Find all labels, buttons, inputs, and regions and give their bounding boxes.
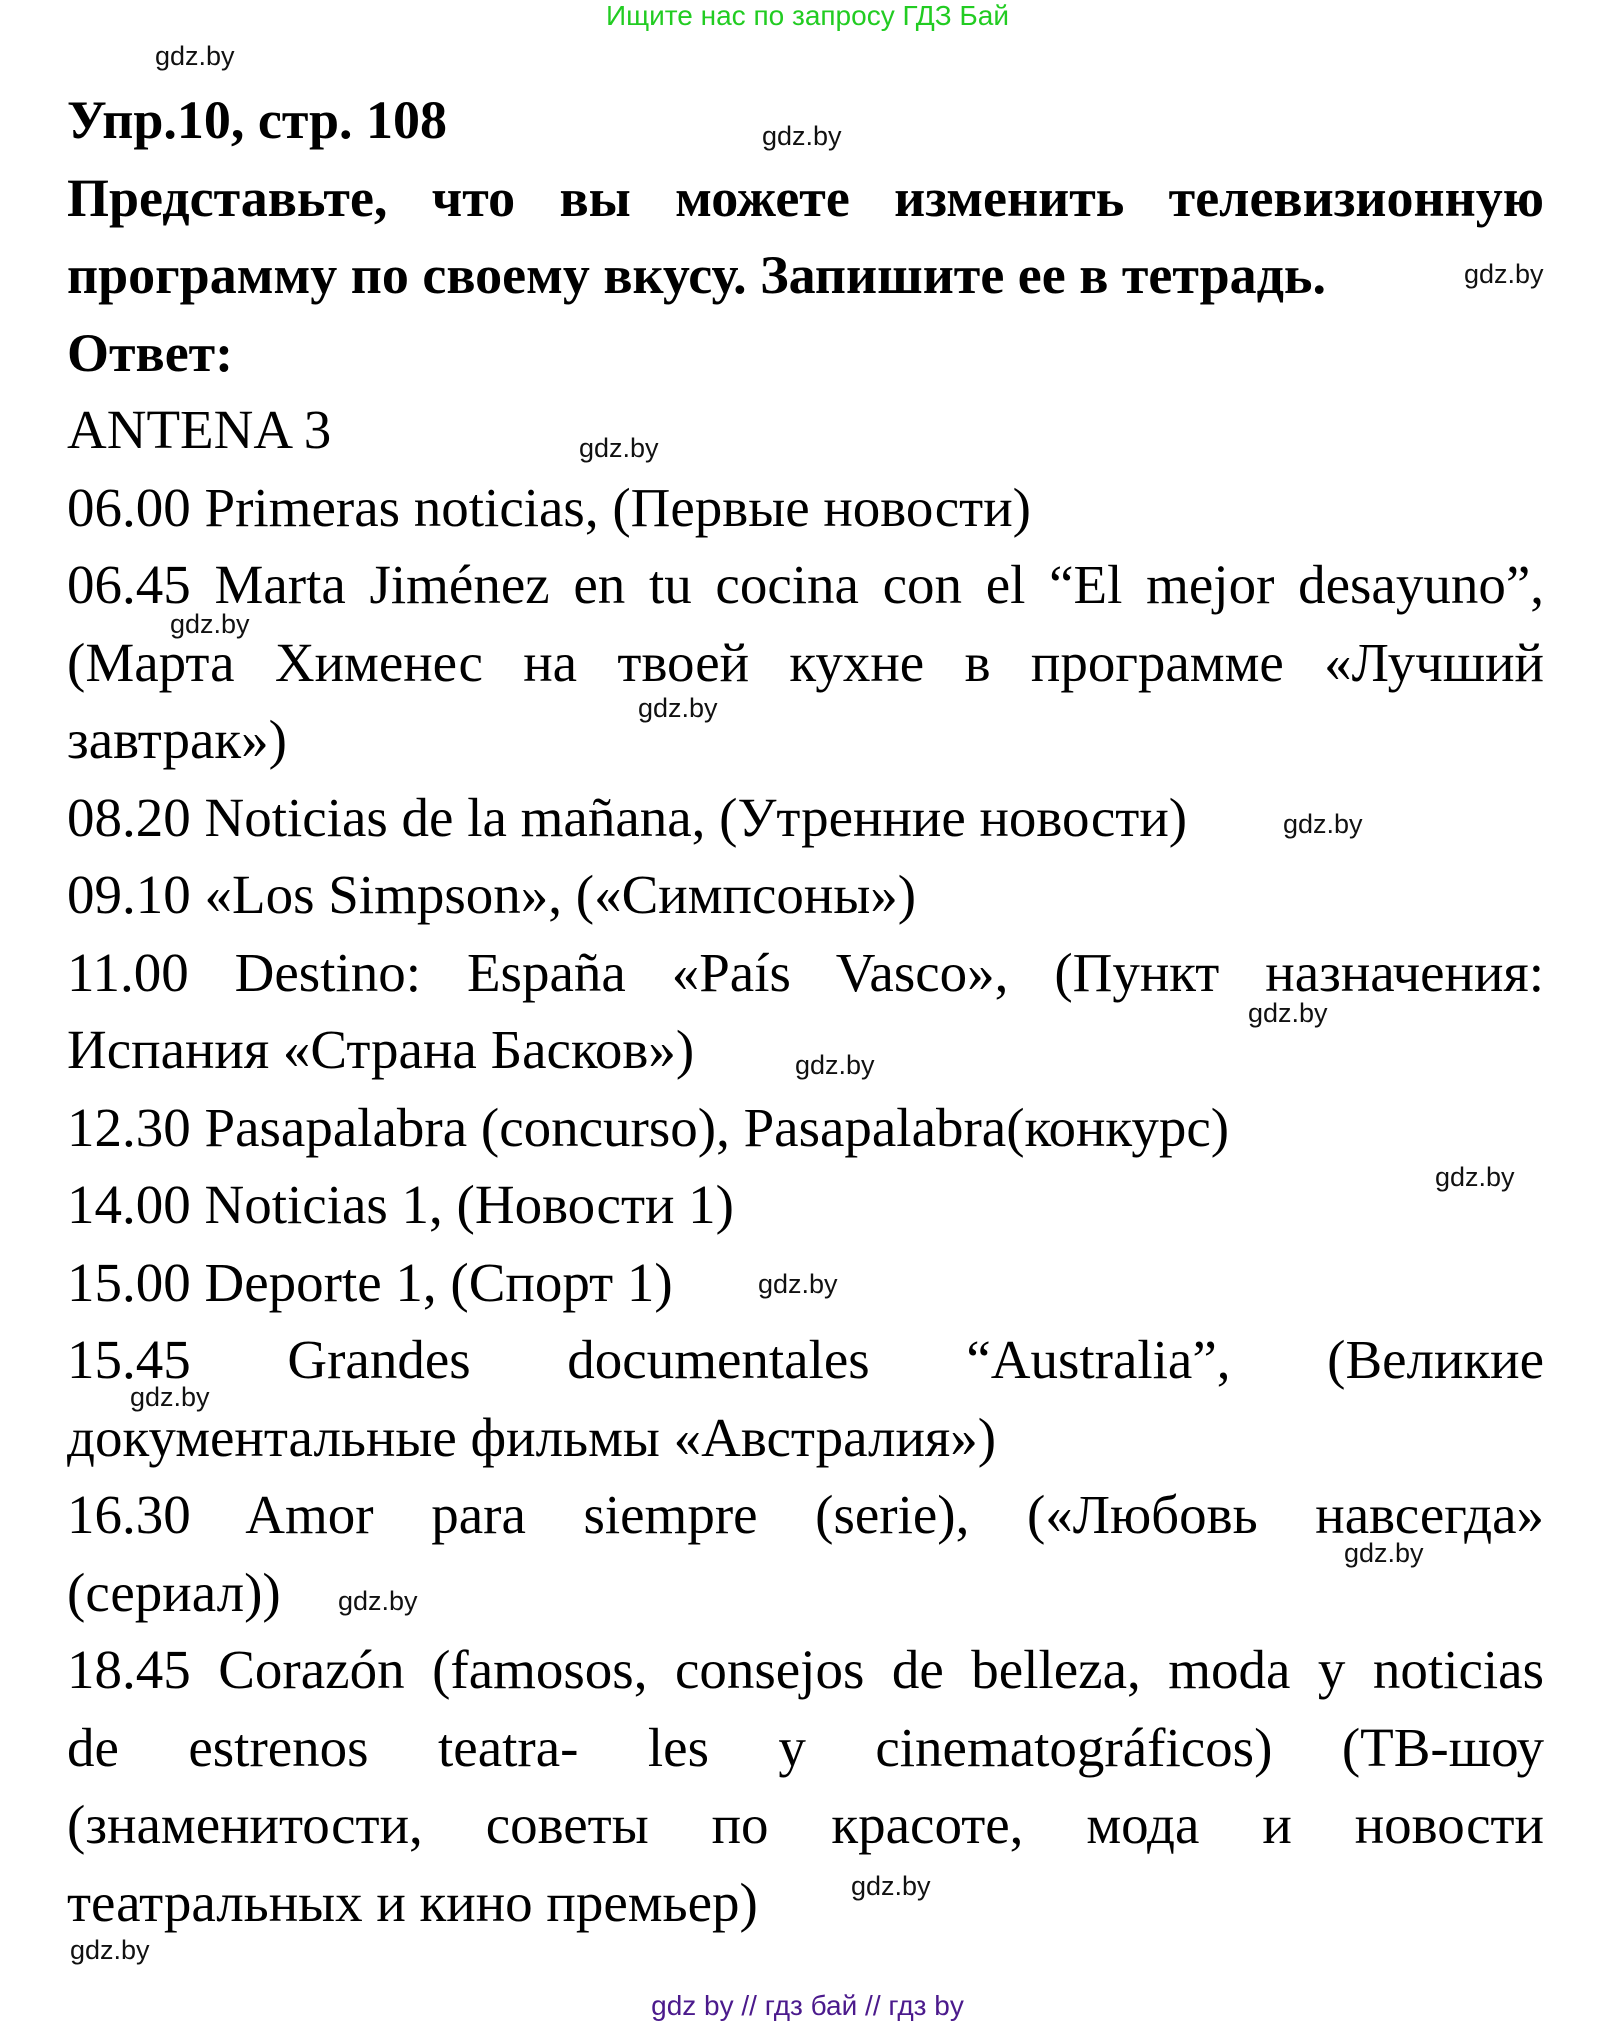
footer-links: gdz by // гдз бай // гдз by — [651, 1990, 964, 2021]
watermark: gdz.by — [1248, 998, 1328, 1028]
watermark: gdz.by — [338, 1586, 418, 1616]
schedule-line: 12.30 Pasapalabra (concurso), Pasapalabra(конкурс) — [67, 1097, 1230, 1158]
watermark: gdz.by — [1464, 259, 1544, 289]
schedule-line: 06.45 Marta Jiménez en tu cocina con el “El mejor desayuno”, — [67, 554, 1544, 615]
schedule-line: 15.45 Grandes documentales “Australia”, (Великие — [67, 1329, 1544, 1390]
schedule-line: (Марта Хименес на твоей кухне в программе «Лучший — [67, 632, 1544, 693]
channel-name: ANTENA 3 — [67, 399, 332, 460]
watermark: gdz.by — [1283, 809, 1363, 839]
watermark: gdz.by — [70, 1935, 150, 1965]
schedule-line: (знаменитости, советы по красоте, мода и новости — [67, 1794, 1544, 1855]
exercise-title: Упр.10, стр. 108 — [67, 90, 448, 150]
schedule-line: завтрак») — [67, 709, 287, 770]
watermark: gdz.by — [758, 1269, 838, 1299]
schedule-line: 11.00 Destino: España «País Vasco», (Пункт назначения: — [67, 942, 1544, 1003]
schedule-line: 16.30 Amor para siempre (serie), («Любовь навсегда» — [67, 1484, 1544, 1545]
watermark: gdz.by — [579, 433, 659, 463]
watermark: gdz.by — [1344, 1538, 1424, 1568]
watermark: gdz.by — [795, 1050, 875, 1080]
schedule-line: 14.00 Noticias 1, (Новости 1) — [67, 1174, 734, 1235]
schedule-line: 09.10 «Los Simpson», («Симпсоны») — [67, 864, 917, 925]
watermark: gdz.by — [851, 1871, 931, 1901]
schedule-line: 06.00 Primeras noticias, (Первые новости) — [67, 477, 1031, 538]
task-line: программу по своему вкусу. Запишите ее в тетрадь. — [67, 245, 1326, 305]
schedule-line: (сериал)) — [67, 1562, 281, 1623]
schedule-line: театральных и кино премьер) — [67, 1872, 758, 1933]
schedule-line: de estrenos teatra- les y cinematográficos) (ТВ-шоу — [67, 1717, 1544, 1778]
schedule-line: документальные фильмы «Австралия») — [67, 1407, 997, 1468]
watermark: gdz.by — [155, 41, 235, 71]
schedule-line: 15.00 Deporte 1, (Спорт 1) — [67, 1252, 673, 1313]
watermark: gdz.by — [130, 1382, 210, 1412]
top-banner: Ищите нас по запросу ГДЗ Бай — [605, 0, 1010, 31]
schedule-line: 18.45 Corazón (famosos, consejos de belleza, moda y noticias — [67, 1639, 1544, 1700]
watermark: gdz.by — [762, 121, 842, 151]
task-line: Представьте, что вы можете изменить телевизионную — [67, 168, 1544, 228]
schedule-line: 08.20 Noticias de la mañana, (Утренние новости) — [67, 787, 1188, 848]
watermark: gdz.by — [638, 693, 718, 723]
answer-label: Ответ: — [67, 323, 234, 383]
watermark: gdz.by — [170, 609, 250, 639]
schedule-line: Испания «Страна Басков») — [67, 1019, 695, 1080]
watermark: gdz.by — [1435, 1162, 1515, 1192]
